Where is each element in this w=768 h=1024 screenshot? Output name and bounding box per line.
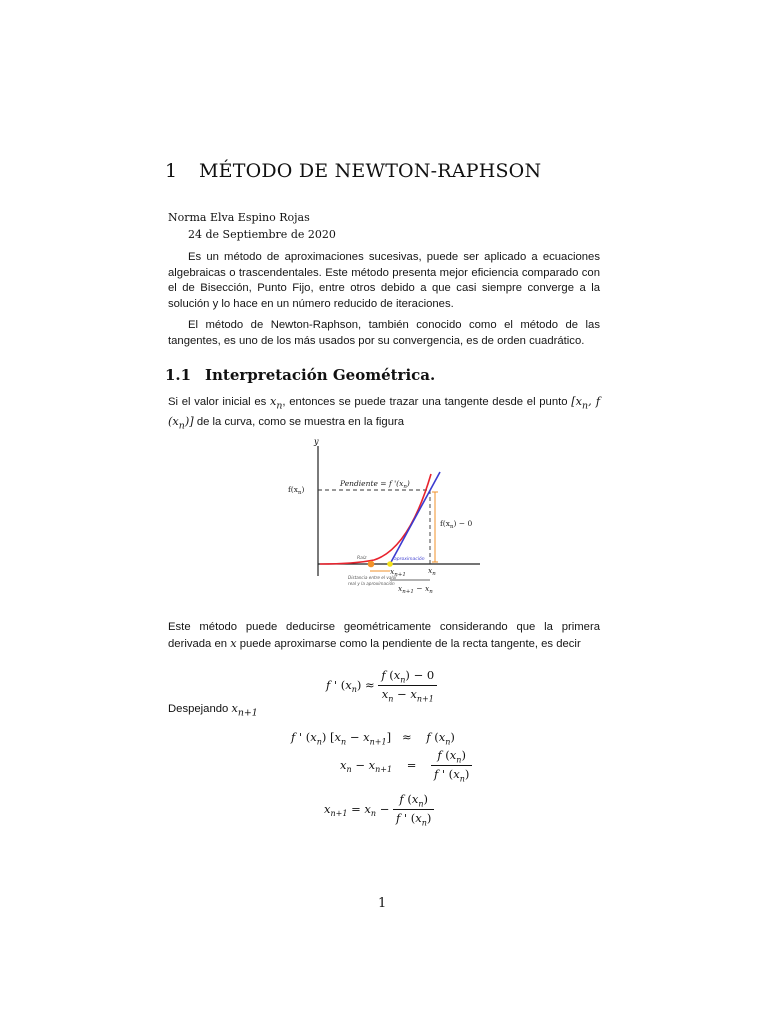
section-title — [165, 160, 541, 182]
diff-label: $x_{n+1} - x_n$ — [398, 584, 433, 595]
equation-step-2: $x_n - x_{n+1}$ = $\frac{f (x_n)}{f ' (x_n)}$ — [340, 748, 472, 784]
vertical-gap-label: $f(x_n) - 0$ — [440, 519, 473, 530]
page-number: 1 — [378, 896, 387, 911]
distance-label-line2: real y la aproximación — [348, 581, 395, 586]
author-name: Norma Elva Espino Rojas — [168, 211, 310, 224]
slope-label: Pendiente = f '$(x_n)$ — [340, 479, 410, 490]
geometric-paragraph: Si el valor inicial es $x_n$, entonces se puede trazar una tangente desde el punto [$x_n$, f $(x_n)$] de la curva, como se muestra en la figura — [168, 395, 601, 432]
root-point — [368, 561, 375, 568]
fxn-label: $f(x_n)$ — [288, 485, 305, 496]
section-title-text: MÉTODO DE NEWTON-RAPHSON — [199, 160, 542, 182]
tangent-paragraph: El método de Newton-Raphson, también conocido como el método de las tangentes, es uno de los más usados por su convergencia, es de orden cuadrático. — [168, 319, 600, 347]
derivation-paragraph: Este método puede deducirse geométricamente considerando que la primera derivada en x puede aproximarse como la pendiente de la recta tangente, es decir — [168, 621, 600, 650]
subsection-number: 1.1 — [165, 366, 192, 384]
approximation-label: aproximación — [394, 557, 425, 562]
subsection-title — [165, 366, 435, 384]
document-date: 24 de Septiembre de 2020 — [188, 228, 336, 241]
equation-step-1: f ' $(x_n) [x_n - x_{n+1}]$ ≈ f $(x_n)$ — [291, 730, 455, 747]
subsection-title-text: Interpretación Geométrica. — [205, 366, 436, 384]
intro-paragraph: Es un método de aproximaciones sucesivas, puede ser aplicado a ecuaciones algebraicas o trascendentales. Este método presenta mejor eficiencia comparado con el de Bisección, Punto Fijo, entre otros debido a que casi siempre converge a la solución y lo hace en un número reducido de iteraciones. — [168, 251, 600, 310]
xn1-label: $x_{n+1}$ — [390, 567, 406, 578]
despejando-line: Despejando $x_{n+1}$ — [168, 702, 258, 719]
equation-newton-raphson: $x_{n+1} = x_n$ − $\frac{f (x_n)}{f ' (x_n)}$ — [324, 792, 434, 828]
xn-label: $x_n$ — [428, 566, 436, 577]
approximation-point — [387, 561, 393, 567]
y-axis-label: y — [314, 437, 319, 446]
section-number: 1 — [165, 160, 178, 182]
root-label: Raíz — [357, 556, 367, 561]
equation-derivative-approx: f ' $(x_n)$ ≈ $\frac{f (x_n) - 0}{x_n - x_{n+1}}$ — [326, 668, 437, 704]
distance-label-line1: Distancia entre el valor — [348, 575, 397, 580]
newton-raphson-figure — [284, 434, 484, 604]
